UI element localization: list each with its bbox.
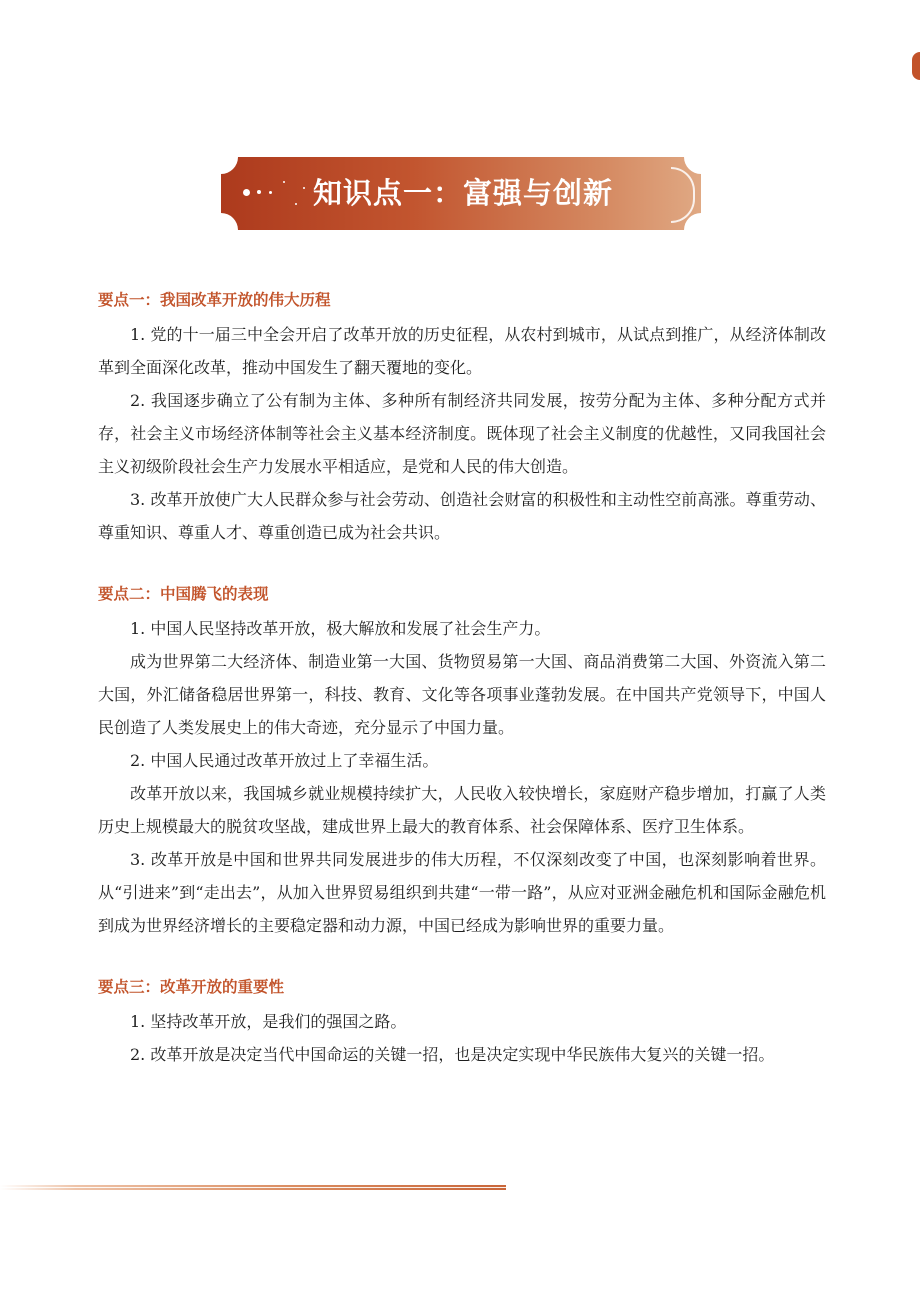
banner-notch bbox=[221, 157, 238, 174]
corner-tab-decoration bbox=[912, 52, 920, 80]
paragraph: 3. 改革开放是中国和世界共同发展进步的伟大历程，不仅深刻改变了中国，也深刻影响着世界。从“引进来”到“走出去”，从加入世界贸易组织到共建“一带一路”，从应对亚洲金融危机和国际金融危机到成为世界经济增长的主要稳定器和动力源，中国已经成为影响世界的重要力量。 bbox=[98, 850, 826, 935]
banner-notch bbox=[221, 213, 238, 230]
section-heading: 要点二：中国腾飞的表现 bbox=[98, 585, 269, 603]
banner-notch bbox=[684, 157, 701, 174]
paragraph: 改革开放以来，我国城乡就业规模持续扩大，人民收入较快增长，家庭财产稳步增加，打赢了人类历史上规模最大的脱贫攻坚战，建成世界上最大的教育体系、社会保障体系、医疗卫生体系。 bbox=[98, 784, 826, 836]
paragraph: 1. 坚持改革开放，是我们的强国之路。 bbox=[130, 1012, 407, 1031]
banner-dots-decoration bbox=[243, 181, 303, 211]
section-key-point-1 bbox=[98, 288, 826, 549]
paragraph: 3. 改革开放使广大人民群众参与社会劳动、创造社会财富的积极性和主动性空前高涨。尊重劳动、尊重知识、尊重人才、尊重创造已成为社会共识。 bbox=[98, 490, 826, 542]
footer-divider bbox=[0, 1185, 506, 1190]
paragraph: 成为世界第二大经济体、制造业第一大国、货物贸易第一大国、商品消费第二大国、外资流入第二大国，外汇储备稳居世界第一，科技、教育、文化等各项事业蓬勃发展。在中国共产党领导下，中国人民创造了人类发展史上的伟大奇迹，充分显示了中国力量。 bbox=[98, 652, 826, 737]
section-heading: 要点一：我国改革开放的伟大历程 bbox=[98, 291, 331, 309]
section-key-point-3 bbox=[98, 975, 826, 1071]
paragraph: 2. 我国逐步确立了公有制为主体、多种所有制经济共同发展，按劳分配为主体、多种分配方式并存，社会主义市场经济体制等社会主义基本经济制度。既体现了社会主义制度的优越性，又同我国社会主义初级阶段社会生产力发展水平相适应，是党和人民的伟大创造。 bbox=[98, 391, 826, 476]
paragraph: 2. 中国人民通过改革开放过上了幸福生活。 bbox=[130, 751, 439, 770]
main-content bbox=[98, 288, 826, 1071]
paragraph: 2. 改革开放是决定当代中国命运的关键一招，也是决定实现中华民族伟大复兴的关键一招。 bbox=[130, 1045, 775, 1064]
paragraph: 1. 党的十一届三中全会开启了改革开放的历史征程，从农村到城市，从试点到推广，从经济体制改革到全面深化改革，推动中国发生了翻天覆地的变化。 bbox=[98, 325, 826, 377]
banner-title: 知识点一：富强与创新 bbox=[313, 176, 614, 210]
section-banner bbox=[221, 157, 701, 230]
section-heading: 要点三：改革开放的重要性 bbox=[98, 978, 285, 996]
paragraph: 1. 中国人民坚持改革开放，极大解放和发展了社会生产力。 bbox=[130, 619, 551, 638]
section-key-point-2 bbox=[98, 582, 826, 942]
